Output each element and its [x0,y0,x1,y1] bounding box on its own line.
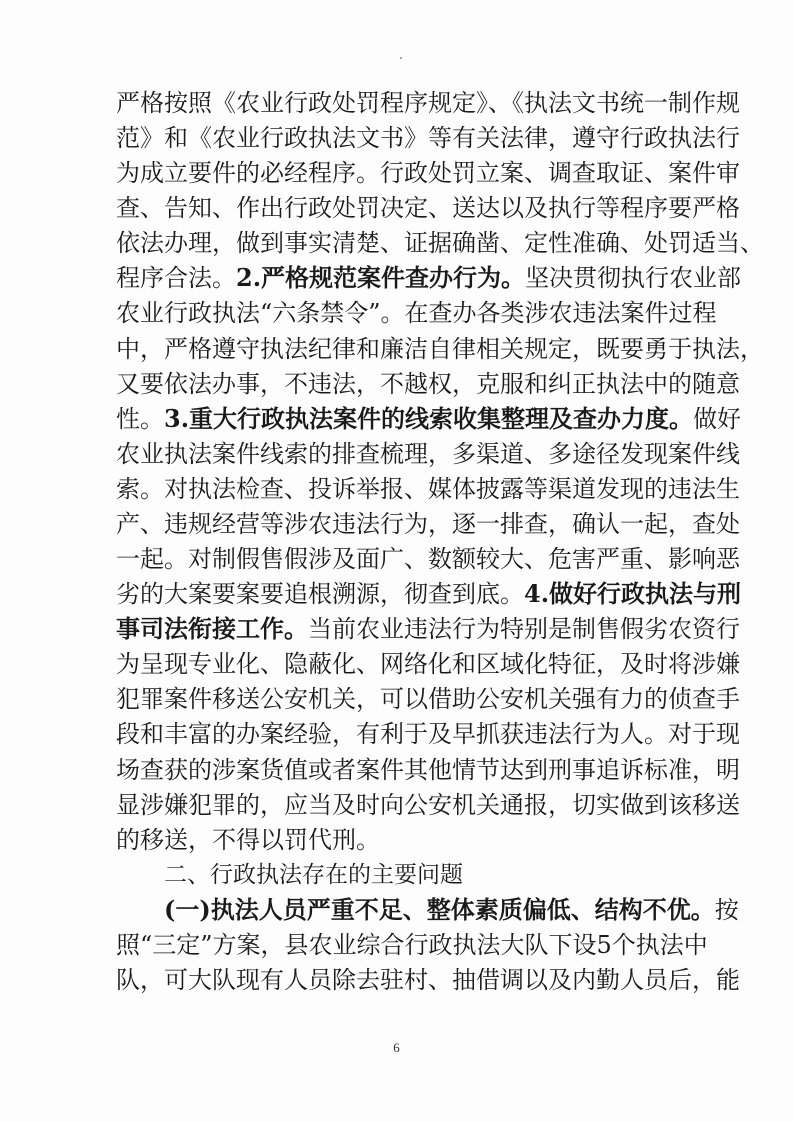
text-line [116,399,742,439]
page-number: 6 [393,1040,400,1055]
text-line: 场查获的涉案货值或者案件其他情节达到刑事追诉标准，明 [116,755,740,784]
text-run: 做好 [693,404,742,433]
point-4-heading-cont: 事司法衔接工作。 [116,614,308,644]
text-line: 中，严格遵守执法纪律和廉洁自律相关规定，既要勇于执法， [116,334,764,363]
text-line: 产、违规经营等涉农违法行为，逐一排查，确认一起，查处 [116,509,740,538]
text-run: 按 [714,895,739,924]
text-line: 查、告知、作出行政处罚决定、送达以及执行等程序要严格 [116,194,740,223]
text-line: 一起。对制假售假涉及面广、数额较大、危害严重、影响恶 [116,545,740,574]
text-line [116,258,742,298]
text-line: 为成立要件的必经程序。行政处罚立案、调查取证、案件审 [116,159,740,188]
text-line: 照“三定”方案，县农业综合行政执法大队下设5个执法中 [116,930,708,959]
text-line: 的移送，不得以罚代刑。 [116,825,380,854]
text-line [164,890,739,930]
scan-mark [400,57,402,59]
text-run: 性。 [116,404,164,433]
text-run: 劣的大案要案要追根溯源，彻查到底。 [116,580,524,609]
text-line: 农业执法案件线索的排查梳理，多渠道、多途径发现案件线 [116,439,740,468]
text-line: 犯罪案件移送公安机关，可以借助公安机关强有力的侦查手 [116,685,740,714]
text-line: 依法办理，做到事实清楚、证据确凿、定性准确、处罚适当、 [116,229,764,258]
text-line: 农业行政执法“六条禁令”。在查办各类涉农违法案件过程 [116,299,717,328]
text-line: 严格按照《农业行政处罚程序规定》、《执法文书统一制作规 [116,89,740,117]
point-2-heading: 2.严格规范案件查办行为。 [236,263,526,293]
text-line: 队，可大队现有人员除去驻村、抽借调以及内勤人员后，能 [116,966,740,994]
text-line: 显涉嫌犯罪的，应当及时向公安机关通报，切实做到该移送 [116,790,740,819]
point-3-heading: 3.重大行政执法案件的线索收集整理及查办力度。 [164,403,694,433]
text-line [116,574,742,614]
text-run: 当前农业违法行为特别是制售假劣农资行 [308,615,740,644]
text-line: 段和丰富的办案经验，有利于及早抓获违法行为人。对于现 [116,720,740,749]
text-line: 为呈现专业化、隐蔽化、网络化和区域化特征，及时将涉嫌 [116,650,740,679]
text-line: 又要依法办事，不违法，不越权，克服和纠正执法中的随意 [116,369,740,398]
point-4-heading: 4.做好行政执法与刑 [524,579,742,609]
text-line [116,609,740,649]
text-run: 程序合法。 [116,264,236,293]
text-line: 范》和《农业行政执法文书》等有关法律，遵守行政执法行 [116,124,740,153]
text-line: 索。对执法检查、投诉举报、媒体披露等渠道发现的违法生 [116,474,740,503]
text-run: 坚决贯彻执行农业部 [525,264,742,293]
section-heading: 二、行政执法存在的主要问题 [164,861,463,888]
subsection-heading: (一)执法人员严重不足、整体素质偏低、结构不优。 [164,894,715,924]
